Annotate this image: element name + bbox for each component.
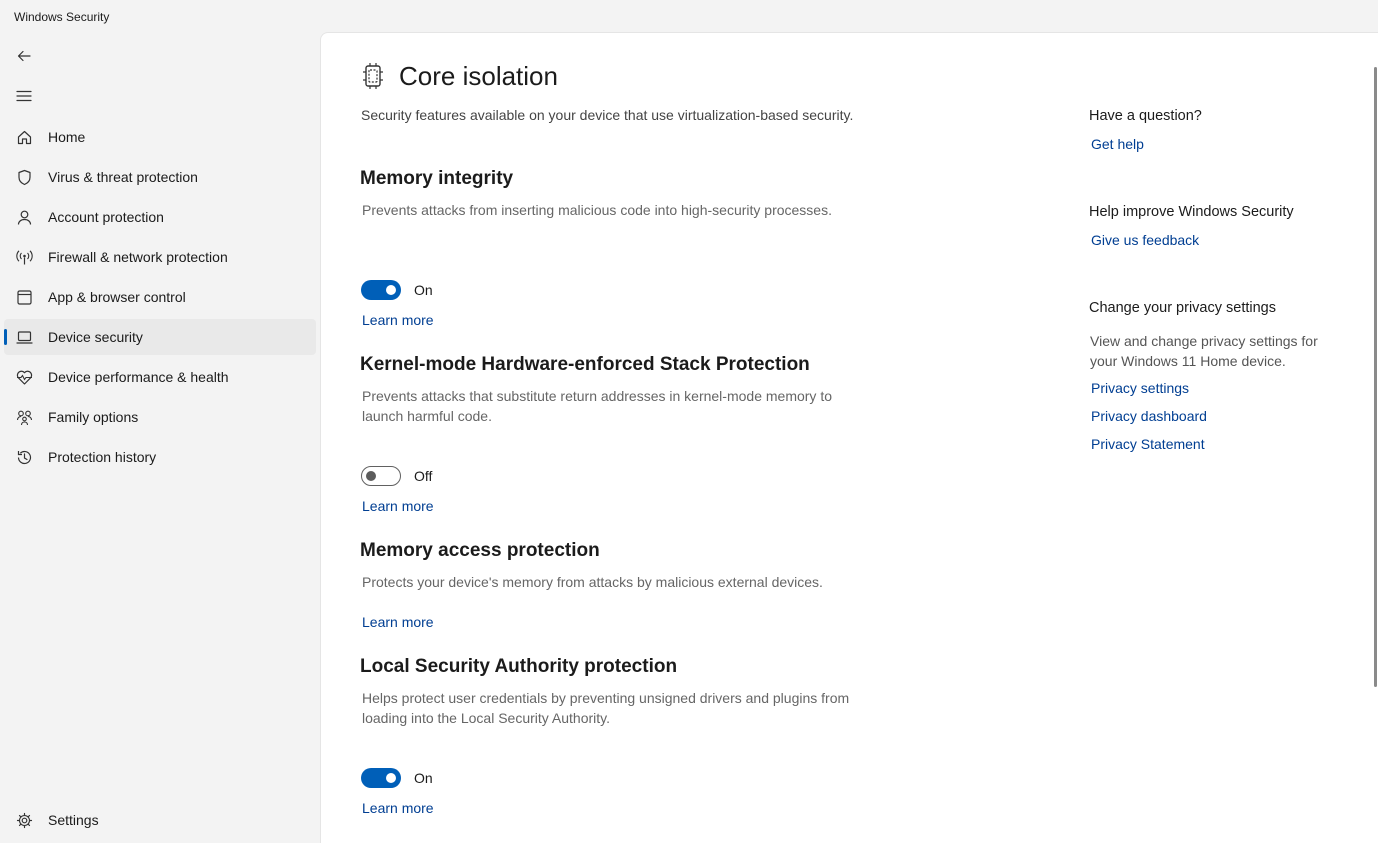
section-title-lsa-protection: Local Security Authority protection [360, 656, 678, 677]
shield-icon [15, 168, 33, 186]
home-icon [15, 128, 33, 146]
back-arrow-icon [16, 48, 32, 64]
scrollbar[interactable] [1374, 49, 1378, 689]
toggle-state-label: On [414, 770, 433, 786]
privacy-dashboard-link[interactable]: Privacy dashboard [1091, 408, 1207, 424]
sidebar-item-label: Firewall & network protection [48, 249, 228, 265]
sidebar-item-label: Home [48, 129, 86, 145]
page-description: Security features available on your device that use virtualization-based security. [361, 107, 854, 123]
sidebar-item-app-browser[interactable] [4, 279, 316, 315]
history-icon [15, 448, 33, 466]
window-title: Windows Security [14, 10, 110, 24]
section-title-memory-integrity: Memory integrity [360, 168, 514, 189]
privacy-heading: Change your privacy settings [1089, 300, 1276, 316]
stack-protection-toggle[interactable] [361, 466, 401, 486]
sidebar-item-settings[interactable] [4, 802, 316, 838]
sidebar-item-home[interactable] [4, 119, 316, 155]
sidebar-item-label: Settings [48, 812, 99, 828]
sidebar-item-firewall[interactable] [4, 239, 316, 275]
improve-heading: Help improve Windows Security [1089, 204, 1294, 220]
menu-button[interactable] [12, 84, 36, 108]
toggle-knob [386, 773, 396, 783]
main-content [320, 32, 1378, 843]
chip-icon [361, 62, 385, 90]
learn-more-link[interactable]: Learn more [362, 800, 434, 816]
title-bar [0, 0, 1378, 34]
learn-more-link[interactable]: Learn more [362, 498, 434, 514]
page-title: Core isolation [399, 60, 558, 91]
sidebar-item-virus-threat[interactable] [4, 159, 316, 195]
section-description: Prevents attacks from inserting malicious code into high-security processes. [362, 202, 832, 218]
section-description: Helps protect user credentials by preventing unsigned drivers and plugins from loading into the Local Security Authority. [362, 690, 850, 726]
laptop-icon [15, 328, 33, 346]
privacy-description: View and change privacy settings for your Windows 11 Home device. [1090, 333, 1318, 369]
sidebar-item-label: Family options [48, 409, 139, 425]
sidebar-item-label: App & browser control [48, 289, 186, 305]
sidebar [0, 34, 320, 843]
toggle-state-label: On [414, 282, 433, 298]
heart-pulse-icon [15, 368, 33, 386]
section-description: Prevents attacks that substitute return addresses in kernel-mode memory to launch harmful code. [362, 388, 832, 424]
memory-integrity-toggle[interactable] [361, 280, 401, 300]
person-icon [15, 208, 33, 226]
sidebar-item-label: Device performance & health [48, 369, 229, 385]
privacy-statement-link[interactable]: Privacy Statement [1091, 436, 1205, 452]
scrollbar-thumb[interactable] [1374, 67, 1377, 687]
sidebar-item-label: Virus & threat protection [48, 169, 198, 185]
lsa-protection-toggle-row [361, 767, 433, 789]
get-help-link[interactable]: Get help [1091, 136, 1144, 152]
section-description: Protects your device's memory from attacks by malicious external devices. [362, 574, 823, 590]
lsa-protection-toggle[interactable] [361, 768, 401, 788]
sidebar-item-history[interactable] [4, 439, 316, 475]
sidebar-item-label: Protection history [48, 449, 157, 465]
sidebar-item-device-security[interactable] [4, 319, 316, 355]
learn-more-link[interactable]: Learn more [362, 614, 434, 630]
browser-window-icon [15, 288, 33, 306]
sidebar-item-account[interactable] [4, 199, 316, 235]
sidebar-item-performance[interactable] [4, 359, 316, 395]
stack-protection-toggle-row [361, 465, 432, 487]
sidebar-item-family[interactable] [4, 399, 316, 435]
toggle-knob [386, 285, 396, 295]
gear-icon [15, 811, 33, 829]
toggle-knob [366, 471, 376, 481]
hamburger-icon [16, 88, 32, 104]
sidebar-item-label: Device security [48, 329, 143, 345]
memory-integrity-toggle-row [361, 279, 433, 301]
give-feedback-link[interactable]: Give us feedback [1091, 232, 1200, 248]
family-icon [15, 408, 33, 426]
have-question-heading: Have a question? [1089, 108, 1202, 124]
section-title-memory-access: Memory access protection [360, 540, 600, 561]
back-button[interactable] [12, 44, 36, 68]
section-title-stack-protection: Kernel-mode Hardware-enforced Stack Protection [360, 354, 810, 375]
privacy-settings-link[interactable]: Privacy settings [1091, 380, 1190, 396]
sidebar-item-label: Account protection [48, 209, 164, 225]
page-header [361, 59, 558, 93]
antenna-icon [15, 248, 33, 266]
learn-more-link[interactable]: Learn more [362, 312, 434, 328]
toggle-state-label: Off [414, 468, 433, 484]
